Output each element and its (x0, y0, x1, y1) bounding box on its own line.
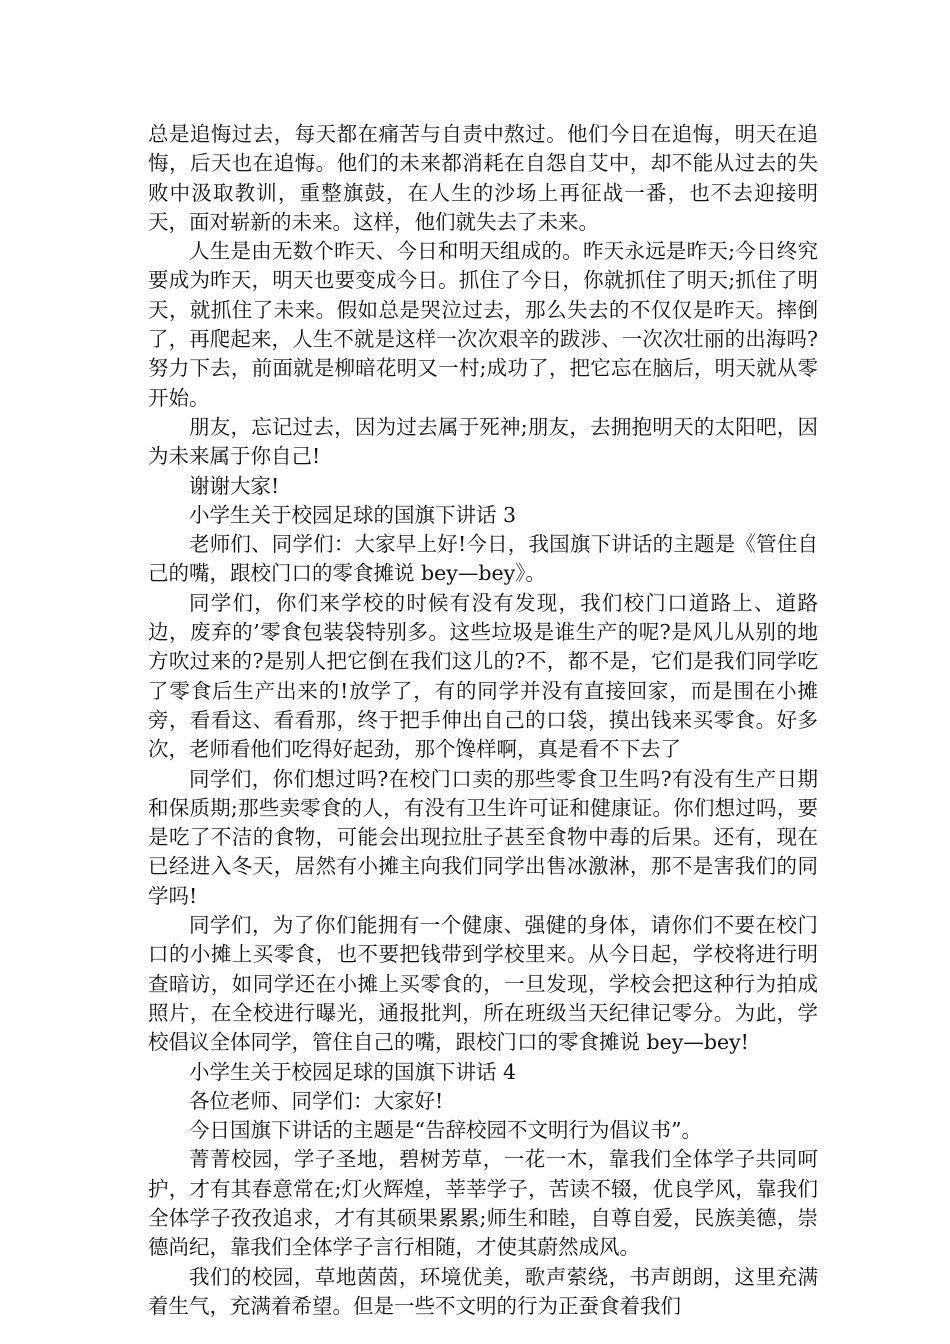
document-page (148, 120, 818, 1321)
section-heading-3: 小学生关于校园足球的国旗下讲话 3 (189, 502, 517, 527)
paragraph-13: 我们的校园，草地茵茵，环境优美，歌声萦绕，书声朗朗，这里充满着生气，充满着希望。但是一些不文明的行为正蚕食着我们 (148, 1264, 818, 1318)
paragraph-greeting-4: 各位老师、同学们：大家好! (189, 1088, 444, 1113)
paragraph-2: 人生是由无数个昨天、今日和明天组成的。昨天永远是昨天;今日终究要成为昨天，明天也要变成今日。抓住了今日，你就抓住了明天;抓住了明天，就抓住了未来。假如总是哭泣过去，那么失去的不仅仅是昨天。摔倒了，再爬起来，人生不就是这样一次次艰辛的跋涉、一次次壮丽的出海吗?努力下去，前面就是柳暗花明又一村;成功了，把它忘在脑后，明天就从零开始。 (148, 239, 818, 410)
paragraph-greeting-3: 老师们、同学们：大家早上好!今日，我国旗下讲话的主题是《管住自己的嘴，跟校门口的零食摊说 bey—bey》。 (148, 532, 818, 586)
paragraph-8: 同学们，为了你们能拥有一个健康、强健的身体，请你们不要在校门口的小摊上买零食，也不要把钱带到学校里来。从今日起，学校将进行明查暗访，如同学还在小摊上买零食的，一旦发现，学校会把这种行为拍成照片，在全校进行曝光，通报批判，所在班级当天纪律记零分。为此，学校倡议全体同学，管住自己的嘴，跟校门口的零食摊说 bey—bey! (148, 913, 818, 1055)
paragraph-3: 朋友，忘记过去，因为过去属于死神;朋友，去拥抱明天的太阳吧，因为未来属于你自己! (148, 414, 818, 469)
paragraph-12: 菁菁校园，学子圣地，碧树芳草，一花一木，靠我们全体学子共同呵护，才有其春意常在;灯火辉煌，莘莘学子，苦读不辍，优良学风，靠我们全体学子孜孜追求，才有其硕果累累;师生和睦，自尊自爱，民族美德，崇德尚纪，靠我们全体学子言行相随，才使其蔚然成风。 (148, 1147, 818, 1260)
paragraph-topic: 今日国旗下讲话的主题是“告辞校园不文明行为倡议书”。 (189, 1118, 702, 1143)
paragraph-6: 同学们，你们来学校的时候有没有发现，我们校门口道路上、道路边，废弃的’零食包装袋特别多。这些垃圾是谁生产的呢?是风儿从别的地方吹过来的?是别人把它倒在我们这儿的?不，都不是，它们是我们同学吃了零食后生产出来的!放学了，有的同学并没有直接回家，而是围在小摊旁，看看这、看看那，终于把手伸出自己的口袋，摸出钱来买零食。好多次，老师看他们吃得好起劲，那个馋样啊，真是看不下去了 (148, 590, 818, 762)
paragraph-7: 同学们，你们想过吗?在校门口卖的那些零食卫生吗?有没有生产日期和保质期;那些卖零食的人，有没有卫生许可证和健康证。你们想过吗，要是吃了不洁的食物，可能会出现拉肚子甚至食物中毒的后果。还有，现在已经进入冬天，居然有小摊主向我们同学出售冰激淋，那不是害我们的同学吗! (148, 766, 818, 908)
closing-thanks: 谢谢大家! (189, 473, 280, 498)
paragraph-1: 总是追悔过去，每天都在痛苦与自责中熬过。他们今日在追悔，明天在追悔，后天也在追悔。他们的未来都消耗在自怨自艾中，却不能从过去的失败中汲取教训，重整旗鼓，在人生的沙场上再征战一番，也不去迎接明天，面对崭新的未来。这样，他们就失去了未来。 (148, 122, 818, 234)
section-heading-4: 小学生关于校园足球的国旗下讲话 4 (189, 1059, 517, 1084)
